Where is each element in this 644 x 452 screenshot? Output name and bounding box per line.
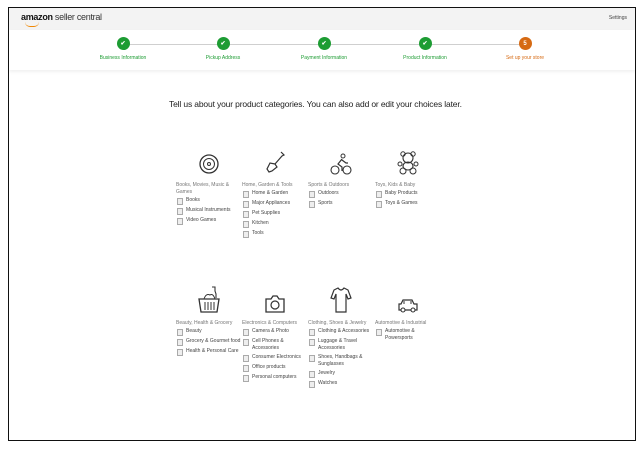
checkbox[interactable] [243,231,249,238]
category-option[interactable]: Grocery & Gourmet food [176,338,242,346]
category-option[interactable]: Toys & Games [375,200,441,208]
checkbox[interactable] [243,221,249,228]
category-beauty-health-grocery: Beauty, Health & Grocery Beauty Grocery & Gourmet food Health & Personal Care [176,280,242,358]
checkbox[interactable] [243,375,249,382]
checkbox[interactable] [309,339,315,346]
page-instructions: Tell us about your product categories. You can also add or edit your choices later. [169,99,462,109]
category-option[interactable]: Camera & Photo [242,328,308,336]
shovel-icon [242,142,308,176]
settings-link[interactable]: Settings [608,15,627,21]
category-option[interactable]: Health & Personal Care [176,348,242,356]
category-option[interactable]: Clothing & Accessories [308,328,374,336]
smile-icon [25,22,39,27]
teddy-bear-icon [375,142,441,176]
check-icon: ✔ [217,37,230,50]
category-option[interactable]: Shoes, Handbags & Sunglasses [308,354,374,368]
checkbox[interactable] [177,208,183,215]
category-option[interactable]: Automotive & Powersports [375,328,441,342]
disc-icon [176,142,242,176]
category-option[interactable]: Musical Instruments [176,207,242,215]
checkbox[interactable] [309,329,315,336]
category-clothing-shoes-jewelry: Clothing, Shoes & Jewelry Clothing & Accessories Luggage & Travel Accessories Shoes, Handbags & Sunglasses Jewelry Watches [308,280,374,390]
category-option[interactable]: Baby Products [375,190,441,198]
category-home-garden-tools: Home, Garden & Tools Home & Garden Major Appliances Pet Supplies Kitchen Tools [242,142,308,240]
checkbox[interactable] [177,329,183,336]
category-option[interactable]: Home & Garden [242,190,308,198]
check-icon: ✔ [419,37,432,50]
step-pickup-address[interactable]: ✔ Pickup Address [173,37,273,61]
category-sports-outdoors: Sports & Outdoors Outdoors Sports [308,142,374,210]
category-option[interactable]: Kitchen [242,220,308,228]
checkbox[interactable] [309,381,315,388]
checkbox[interactable] [376,329,382,336]
category-option[interactable]: Tools [242,230,308,238]
category-books-movies-music-games: Books, Movies, Music & Games Books Musical Instruments Video Games [176,142,242,227]
category-option[interactable]: Jewelry [308,370,374,378]
checkbox[interactable] [177,349,183,356]
category-option[interactable]: Personal computers [242,374,308,382]
checkbox[interactable] [243,211,249,218]
cyclist-icon [308,142,374,176]
category-option[interactable]: Luggage & Travel Accessories [308,338,374,352]
category-toys-kids-baby: Toys, Kids & Baby Baby Products Toys & Games [375,142,441,210]
category-option[interactable]: Beauty [176,328,242,336]
shirt-icon [308,280,374,314]
category-automotive-industrial: Automotive & Industrial Automotive & Powersports [375,280,441,344]
checkbox[interactable] [243,339,249,346]
checkbox[interactable] [243,365,249,372]
checkbox[interactable] [376,191,382,198]
checkbox[interactable] [309,201,315,208]
checkbox[interactable] [309,355,315,362]
category-option[interactable]: Office products [242,364,308,372]
step-number-badge: 5 [519,37,532,50]
amazon-seller-central-logo[interactable]: amazon seller central [21,12,102,22]
checkbox[interactable] [243,355,249,362]
checkbox[interactable] [243,329,249,336]
category-option[interactable]: Pet Supplies [242,210,308,218]
app-window [8,7,636,441]
check-icon: ✔ [318,37,331,50]
category-option[interactable]: Outdoors [308,190,374,198]
category-electronics-computers: Electronics & Computers Camera & Photo Cell Phones & Accessories Consumer Electronics Office products Personal computers [242,280,308,384]
category-option[interactable]: Cell Phones & Accessories [242,338,308,352]
checkbox[interactable] [309,371,315,378]
category-option[interactable]: Video Games [176,217,242,225]
checkbox[interactable] [177,339,183,346]
checkbox[interactable] [243,191,249,198]
category-option[interactable]: Sports [308,200,374,208]
checkbox[interactable] [376,201,382,208]
checkbox[interactable] [177,198,183,205]
grocery-basket-icon [176,280,242,314]
top-bar [9,8,635,31]
category-option[interactable]: Books [176,197,242,205]
category-option[interactable]: Consumer Electronics [242,354,308,362]
camera-icon [242,280,308,314]
step-business-information[interactable]: ✔ Business Information [73,37,173,61]
category-option[interactable]: Watches [308,380,374,388]
checkbox[interactable] [309,191,315,198]
car-icon [375,280,441,314]
category-option[interactable]: Major Appliances [242,200,308,208]
registration-stepper [9,30,635,70]
check-icon: ✔ [117,37,130,50]
step-payment-information[interactable]: ✔ Payment Information [274,37,374,61]
step-set-up-your-store[interactable]: 5 Set up your store [475,37,575,61]
step-product-information[interactable]: ✔ Product Information [375,37,475,61]
checkbox[interactable] [243,201,249,208]
checkbox[interactable] [177,218,183,225]
